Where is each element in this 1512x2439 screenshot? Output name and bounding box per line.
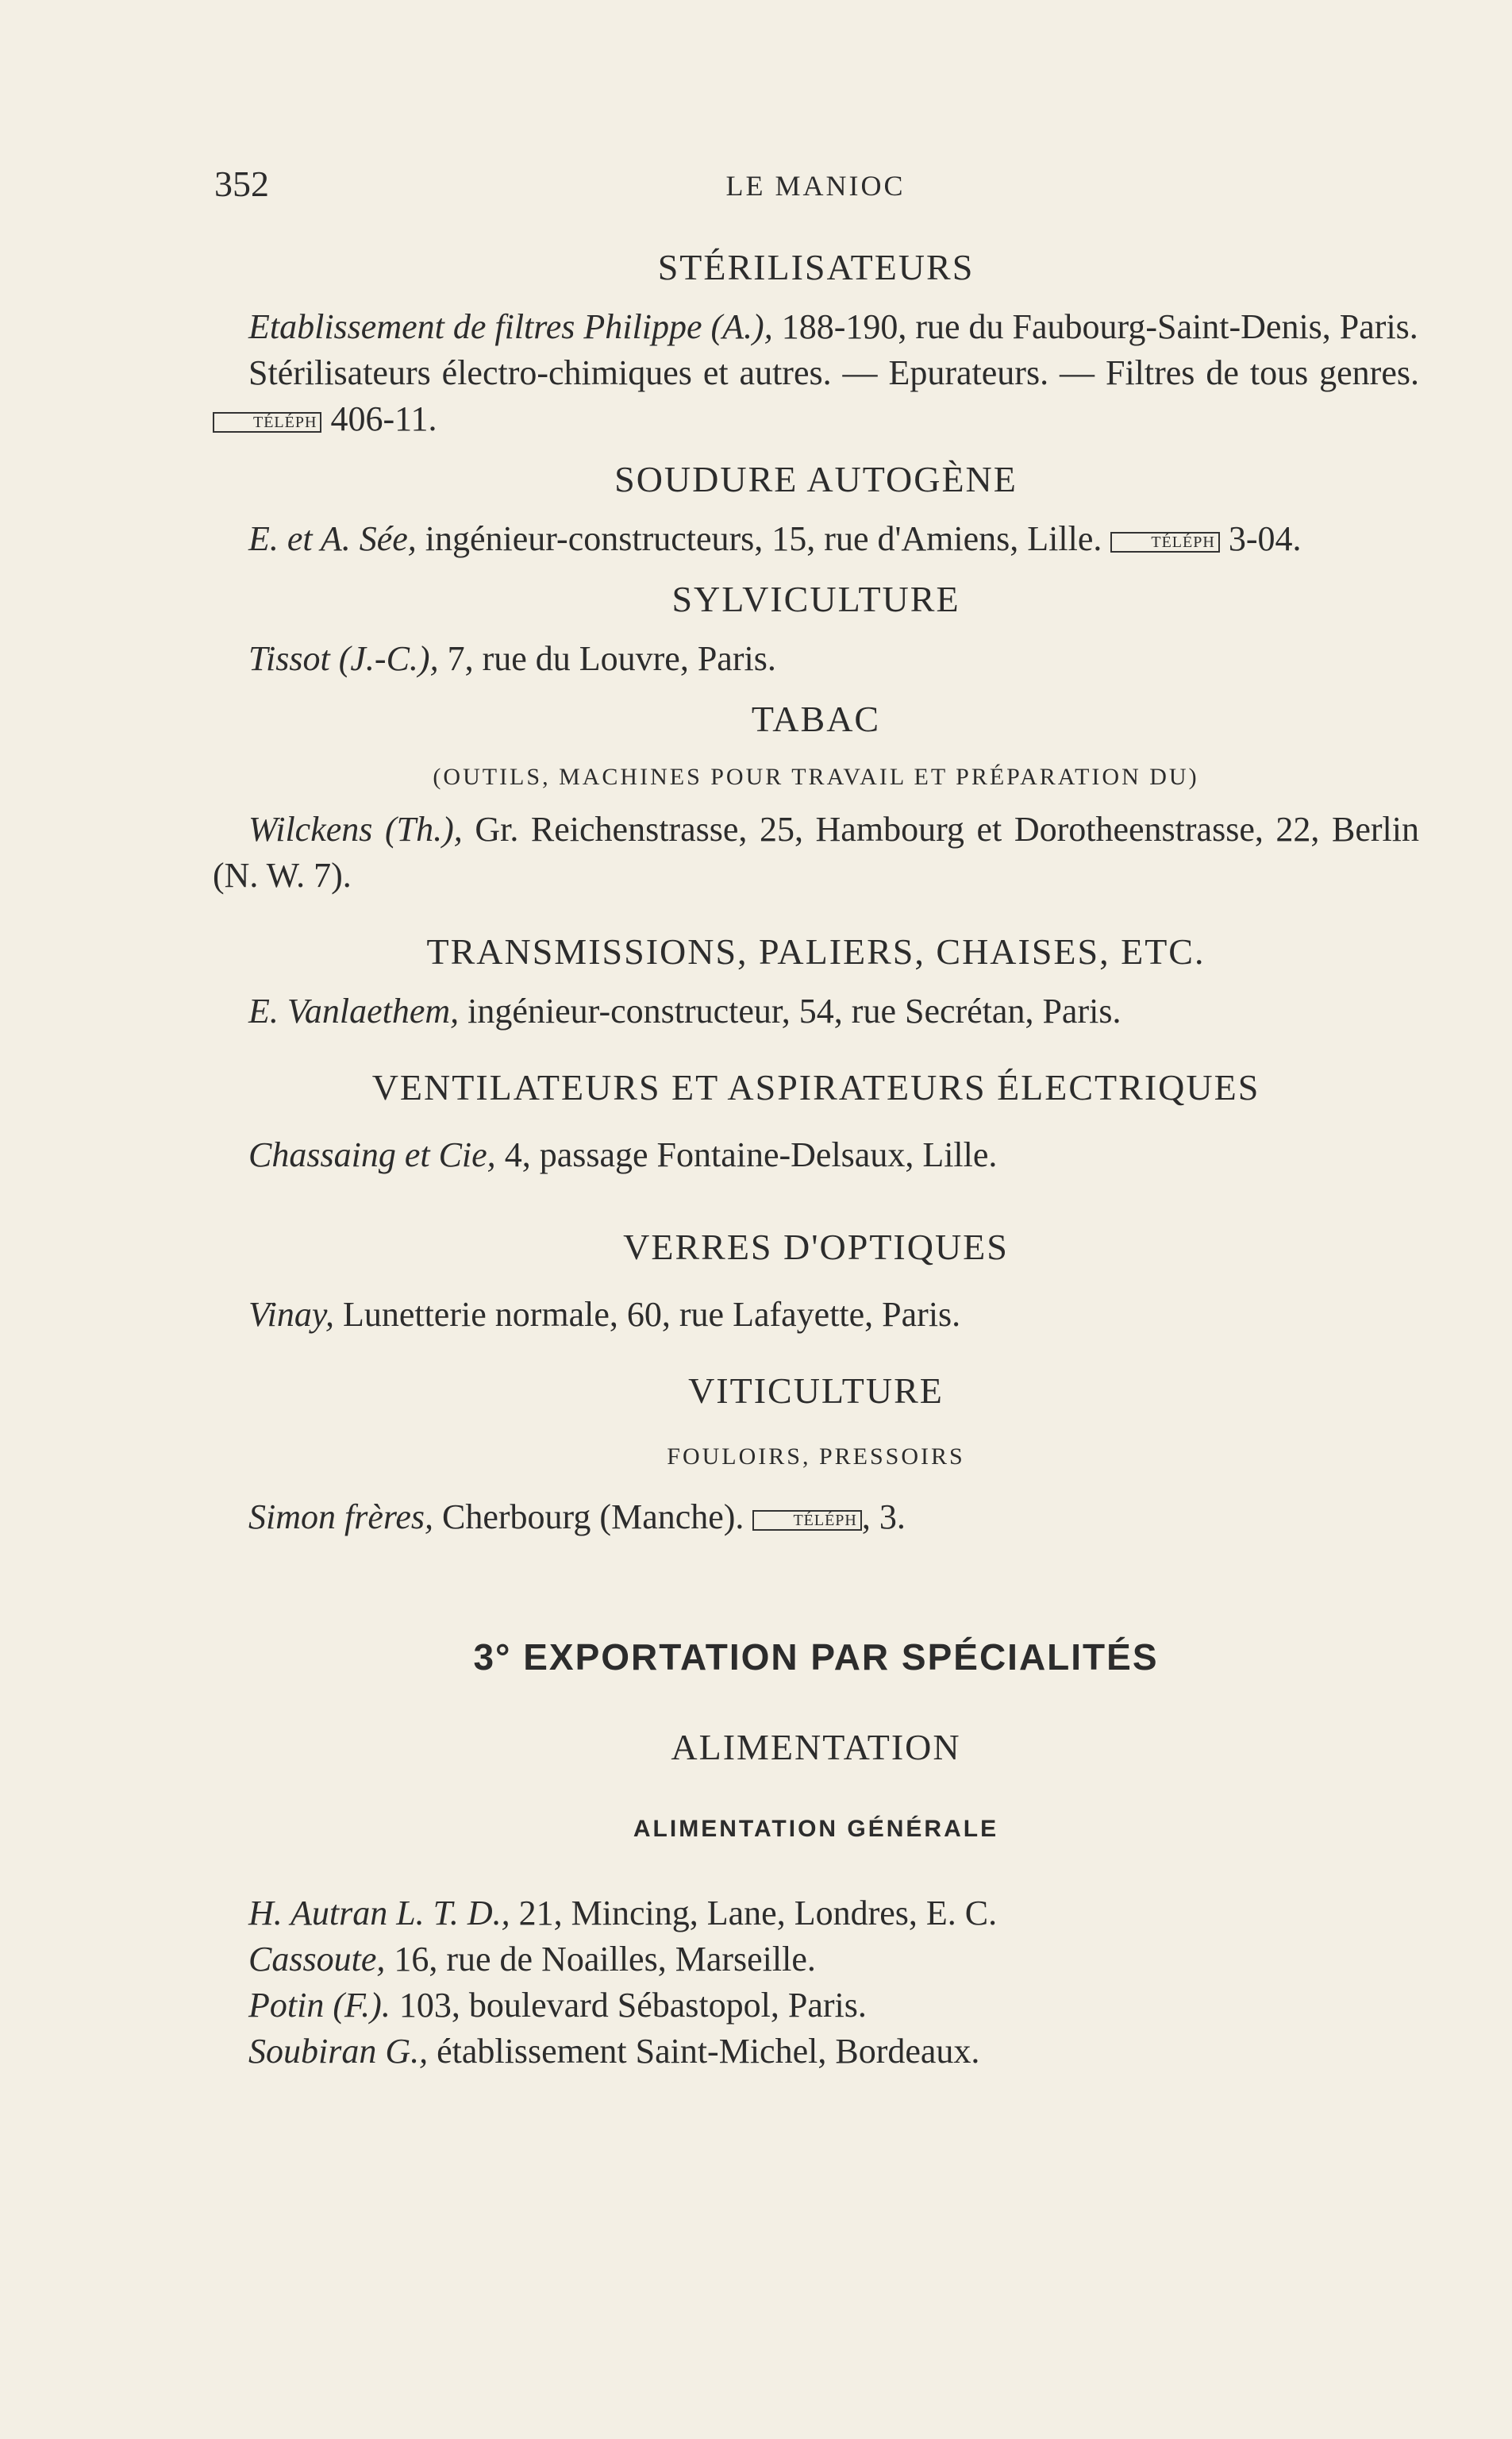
entry-text: établissement Saint-Michel, Bordeaux. [428, 2032, 980, 2071]
entry-tissot [213, 636, 1419, 682]
entry-simon-freres [213, 1494, 1419, 1540]
entry-sterilisateurs-description [213, 350, 1419, 442]
list-item [213, 1982, 1419, 2029]
telephone-number: 3-04. [1228, 519, 1302, 558]
entry-vanlaethem [213, 988, 1419, 1035]
export-section-title: ALIMENTATION [671, 1727, 961, 1767]
entry-filtres-philippe [213, 304, 1419, 350]
entry-text: 4, passage Fontaine-Delsaux, Lille. [495, 1135, 998, 1174]
telephone-number: 406-11. [330, 399, 437, 438]
entry-name: Tissot (J.-C.), [248, 639, 439, 678]
telephone-number: , 3. [861, 1497, 906, 1536]
entry-name: E. et A. Sée, [248, 519, 417, 558]
entry-text: Cherbourg (Manche). [433, 1497, 744, 1536]
telephone-badge: TÉLÉPH [752, 1510, 861, 1531]
entry-name: Simon frères, [248, 1497, 434, 1536]
telephone-badge: TÉLÉPH [213, 412, 321, 433]
section-title-viticulture: VITICULTURE [688, 1370, 944, 1411]
entry-name: Wilckens (Th.), [248, 810, 463, 849]
entry-text: 21, Mincing, Lane, Londres, E. C. [510, 1894, 998, 1932]
entry-text: 188-190, rue du Faubourg-Saint-Denis, Paris. [772, 307, 1418, 346]
entry-text: 16, rue de Noailles, Marseille. [385, 1940, 816, 1979]
entry-text: Gr. Reichenstrasse, 25, Hambourg et Dorotheenstrasse, 22, Berlin (N. W. 7). [213, 810, 1419, 895]
section-subtitle-tabac: (OUTILS, MACHINES POUR TRAVAIL ET PRÉPARATION DU) [433, 764, 1199, 790]
list-item [213, 2029, 1419, 2075]
section-title-sterilisateurs: STÉRILISATEURS [657, 247, 975, 287]
entry-name: Etablissement de filtres Philippe (A.), [248, 307, 773, 346]
entry-text: 103, boulevard Sébastopol, Paris. [390, 1986, 867, 2025]
entry-name: Cassoute, [248, 1940, 386, 1979]
entry-name: Vinay, [248, 1295, 334, 1334]
section-title-sylviculture: SYLVICULTURE [671, 579, 960, 619]
entry-wilckens [213, 807, 1419, 899]
section-title-transmissions: TRANSMISSIONS, PALIERS, CHAISES, ETC. [426, 931, 1206, 972]
entry-text: 7, rue du Louvre, Paris. [438, 639, 776, 678]
entry-name: Potin (F.). [248, 1986, 391, 2025]
section-subtitle-viticulture: FOULOIRS, PRESSOIRS [667, 1443, 965, 1470]
section-title-ventilateurs: VENTILATEURS ET ASPIRATEURS ÉLECTRIQUES [371, 1067, 1260, 1108]
entry-text: ingénieur-constructeur, 54, rue Secrétan, Paris. [459, 992, 1121, 1031]
section-title-tabac: TABAC [751, 699, 881, 739]
entry-text: Lunetterie normale, 60, rue Lafayette, Paris. [333, 1295, 961, 1334]
entry-name: Soubiran G., [248, 2032, 429, 2071]
entry-text: ingénieur-constructeurs, 15, rue d'Amiens, Lille. [416, 519, 1102, 558]
entry-see [213, 516, 1419, 562]
entry-vinay [213, 1292, 1419, 1338]
entry-chassaing [213, 1132, 1419, 1178]
list-item [213, 1936, 1419, 1982]
entry-name: Chassaing et Cie, [248, 1135, 496, 1174]
list-item [213, 1890, 1419, 1936]
export-subsection-title: ALIMENTATION GÉNÉRALE [633, 1816, 999, 1842]
page-number: 352 [214, 164, 269, 204]
export-title: 3° EXPORTATION PAR SPÉCIALITÉS [473, 1636, 1159, 1678]
section-title-verres: VERRES D'OPTIQUES [623, 1227, 1009, 1267]
running-title: LE MANIOC [725, 170, 906, 202]
entry-text: Stérilisateurs électro-chimiques et autres. — Epurateurs. — Filtres de tous genres. [248, 353, 1419, 392]
telephone-badge: TÉLÉPH [1110, 532, 1219, 553]
section-title-soudure: SOUDURE AUTOGÈNE [614, 459, 1018, 499]
page-content [213, 246, 1419, 2075]
entry-name: E. Vanlaethem, [248, 992, 460, 1031]
page-header [214, 163, 1417, 210]
entry-name: H. Autran L. T. D., [248, 1894, 510, 1932]
export-entries [213, 1890, 1419, 2075]
